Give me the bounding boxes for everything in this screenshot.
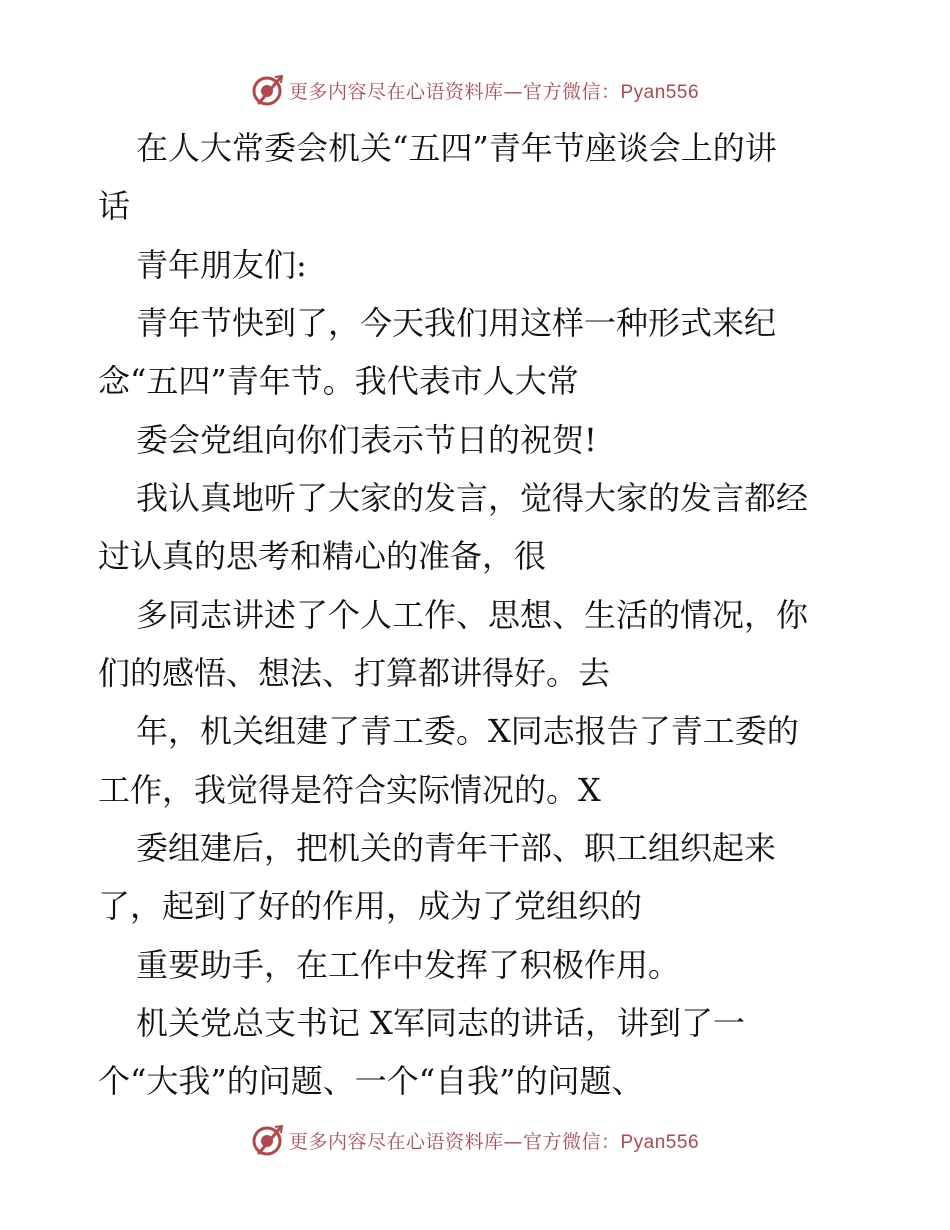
doc-text-line: 重要助手，在工作中发挥了积极作用。 [136,946,681,984]
doc-text-line: 委组建后，把机关的青年干部、职工组织起来 [136,829,777,867]
watermark-wechat-id: Pyan556 [620,1131,700,1153]
doc-title-line-1: 在人大常委会机关“五四”青年节座谈会上的讲 [136,129,777,167]
seal-logo-icon [251,1123,285,1157]
doc-title-line-2: 话 [98,187,131,225]
doc-text-line: 个“大我”的问题、一个“自我”的问题、 [98,1062,644,1100]
doc-text-line: 工作，我觉得是符合实际情况的。X [98,771,601,809]
doc-text-line: 机关党总支书记 X军同志的讲话，讲到了一 [136,1004,745,1042]
doc-text-line: 念“五四”青年节。我代表市人大常 [98,362,579,400]
doc-text-line: 多同志讲述了个人工作、思想、生活的情况，你 [136,596,809,634]
doc-text-line: 了，起到了好的作用，成为了党组织的 [98,887,643,925]
doc-text-line: 们的感悟、想法、打算都讲得好。去 [98,654,611,692]
doc-text-line: 年，机关组建了青工委。X同志报告了青工委的 [136,712,799,750]
watermark-text: 更多内容尽在心语资料库—官方微信：Pyan556 [288,80,700,103]
doc-salutation: 青年朋友们: [136,246,307,284]
doc-text-line: 我认真地听了大家的发言，觉得大家的发言都经 [136,479,809,517]
watermark-text: 更多内容尽在心语资料库—官方微信：Pyan556 [288,1130,700,1153]
seal-logo-icon [251,73,285,107]
doc-text-line: 委会党组向你们表示节日的祝贺! [136,421,597,459]
doc-text-line: 过认真的思考和精心的准备，很 [98,537,547,575]
footer-watermark [0,1120,950,1160]
doc-text-line: 青年节快到了，今天我们用这样一种形式来纪 [136,304,777,342]
watermark-wechat-id: Pyan556 [620,81,700,103]
header-watermark [0,70,950,110]
